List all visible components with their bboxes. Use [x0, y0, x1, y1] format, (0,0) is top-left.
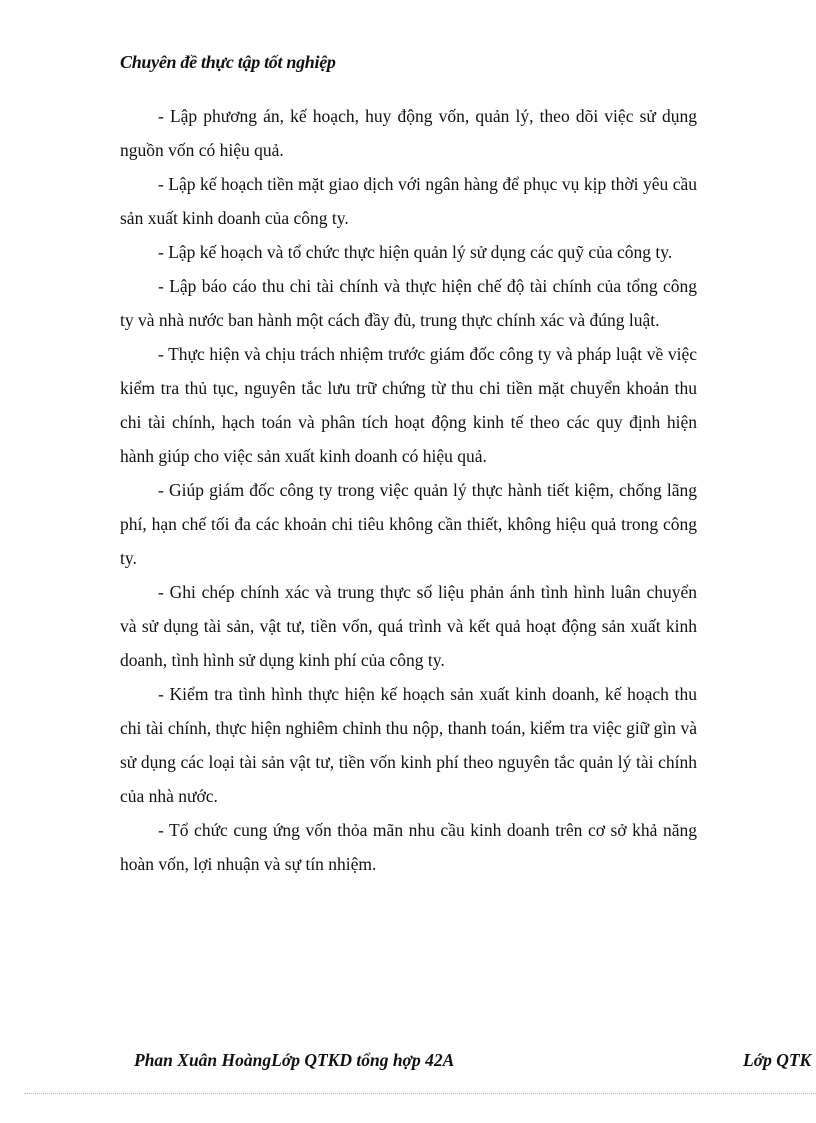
paragraph: - Thực hiện và chịu trách nhiệm trước giám đốc công ty và pháp luật về việc kiểm tra thủ tục, nguyên tắc lưu trữ chứng từ thu chi tiền mặt chuyển khoản thu chi tài chính, hạch toán và phân tích hoạt động kinh tế theo các quy định hiện hành giúp cho việc sản xuất kinh doanh có hiệu quả.: [120, 344, 697, 466]
paragraph: - Kiểm tra tình hình thực hiện kế hoạch sản xuất kinh doanh, kế hoạch thu chi tài chính, thực hiện nghiêm chỉnh thu nộp, thanh toán, kiểm tra việc giữ gìn và sử dụng các loại tài sản vật tư, tiền vốn kinh phí theo nguyên tắc quản lý tài chính của nhà nước.: [120, 684, 697, 806]
page-header-title: Chuyên đề thực tập tốt nghiệp: [120, 52, 336, 72]
page-footer-class: Lớp QTK: [743, 1050, 812, 1070]
paragraph: - Giúp giám đốc công ty trong việc quản lý thực hành tiết kiệm, chống lãng phí, hạn chế tối đa các khoản chi tiêu không cần thiết, không hiệu quả trong công ty.: [120, 480, 697, 568]
paragraph: - Lập phương án, kế hoạch, huy động vốn, quản lý, theo dõi việc sử dụng nguồn vốn có hiệu quả.: [120, 106, 697, 160]
paragraph: - Tổ chức cung ứng vốn thỏa mãn nhu cầu kinh doanh trên cơ sở khả năng hoàn vốn, lợi nhuận và sự tín nhiệm.: [120, 820, 697, 874]
paragraph: - Ghi chép chính xác và trung thực số liệu phản ánh tình hình luân chuyển và sử dụng tài sản, vật tư, tiền vốn, quá trình và kết quả hoạt động sản xuất kinh doanh, tình hình sử dụng kinh phí của công ty.: [120, 582, 697, 670]
document-body: [120, 99, 697, 881]
paragraph: - Lập kế hoạch tiền mặt giao dịch với ngân hàng để phục vụ kịp thời yêu cầu sản xuất kinh doanh của công ty.: [120, 174, 697, 228]
footer-divider: [24, 1093, 816, 1094]
paragraph: - Lập báo cáo thu chi tài chính và thực hiện chế độ tài chính của tổng công ty và nhà nước ban hành một cách đầy đủ, trung thực chính xác và đúng luật.: [120, 276, 697, 330]
page-footer-author: Phan Xuân HoàngLớp QTKD tổng hợp 42A: [134, 1050, 455, 1070]
paragraph: - Lập kế hoạch và tổ chức thực hiện quản lý sử dụng các quỹ của công ty.: [158, 242, 673, 262]
